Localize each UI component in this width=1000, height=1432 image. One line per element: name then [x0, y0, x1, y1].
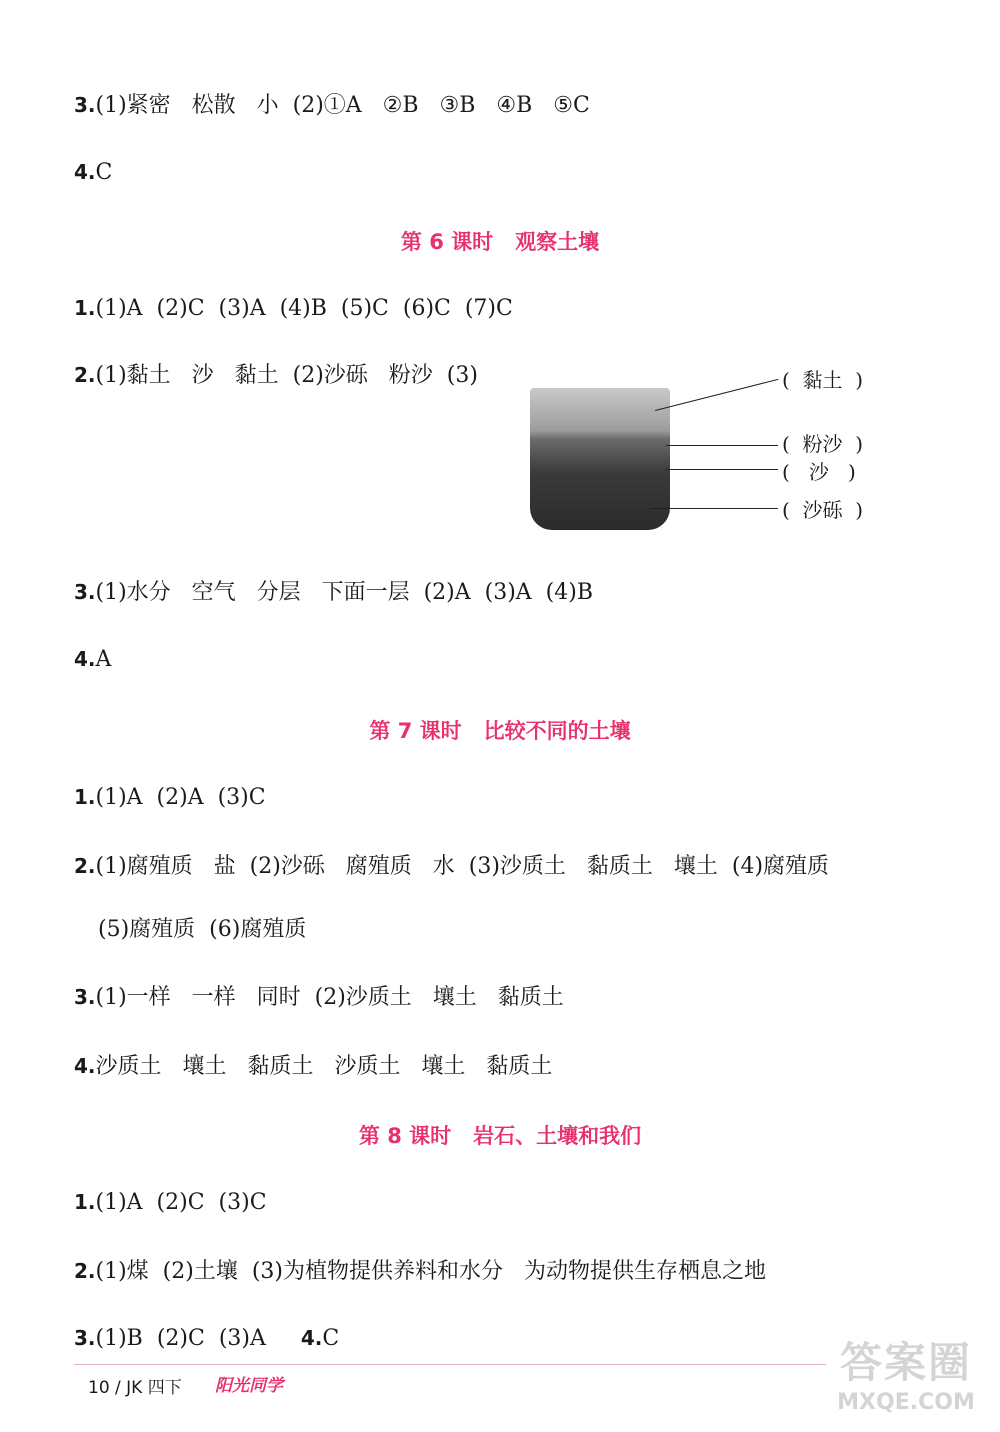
label-clay: ( 黏土 )	[782, 368, 864, 392]
question-number: 3.	[74, 93, 96, 117]
answer-4	[74, 644, 111, 675]
answer-4	[74, 1051, 552, 1082]
answer-text: (1)B (2)C (3)A	[95, 1326, 266, 1351]
question-number: 3.	[74, 1326, 96, 1350]
answer-2	[74, 360, 478, 391]
answer-2	[74, 851, 829, 882]
answer-3	[74, 90, 590, 121]
lesson-8-heading: 第 8 课时 岩石、土壤和我们	[358, 1124, 642, 1148]
label-sand: ( 沙 )	[782, 460, 856, 484]
leader-line	[666, 445, 778, 446]
answer-text: A	[95, 647, 112, 672]
site-watermark	[816, 1338, 996, 1428]
answer-3-and-4	[74, 1323, 339, 1354]
answer-text: (1)紧密 松散 小 (2)①A ②B ③B ④B ⑤C	[95, 93, 590, 118]
answer-text: (1)A (2)C (3)C	[95, 1190, 267, 1215]
answer-text: C	[95, 160, 113, 185]
brand-logo: 阳光同学	[215, 1376, 283, 1396]
watermark-text: 答案圈	[839, 1338, 972, 1387]
answer-text: C	[322, 1326, 340, 1351]
leader-line	[650, 508, 778, 509]
answer-1	[74, 293, 513, 324]
answer-2	[74, 1256, 766, 1287]
answer-text: (1)水分 空气 分层 下面一层 (2)A (3)A (4)B	[95, 580, 594, 605]
answer-4	[74, 157, 112, 188]
leader-line	[655, 379, 778, 411]
question-number: 1.	[74, 296, 96, 320]
answer-1	[74, 1187, 267, 1218]
answer-2-continued: (5)腐殖质 (6)腐殖质	[98, 917, 307, 942]
question-number: 1.	[74, 1190, 96, 1214]
answer-text: (1)黏土 沙 黏土 (2)沙砾 粉沙 (3)	[95, 363, 478, 388]
page-footer: 10 / JK 四下	[88, 1378, 182, 1398]
soil-beaker-photo	[530, 388, 670, 530]
lesson-6-heading: 第 6 课时 观察土壤	[400, 230, 600, 254]
question-number: 3.	[74, 580, 96, 604]
question-number: 4.	[74, 647, 96, 671]
answer-text: (1)腐殖质 盐 (2)沙砾 腐殖质 水 (3)沙质土 黏质土 壤土 (4)腐殖质	[95, 854, 830, 879]
watermark-url: MXQE.COM	[837, 1390, 975, 1415]
question-number: 2.	[74, 1259, 96, 1283]
answer-1	[74, 782, 266, 813]
question-number: 1.	[74, 785, 96, 809]
answer-text: (1)A (2)A (3)C	[95, 785, 266, 810]
answer-text: (1)一样 一样 同时 (2)沙质土 壤土 黏质土	[95, 985, 564, 1010]
leader-line	[666, 469, 778, 470]
answer-text: (1)煤 (2)土壤 (3)为植物提供养料和水分 为动物提供生存栖息之地	[95, 1259, 766, 1284]
label-gravel: ( 沙砾 )	[782, 498, 864, 522]
lesson-7-heading: 第 7 课时 比较不同的土壤	[369, 719, 631, 743]
answer-text: (1)A (2)C (3)A (4)B (5)C (6)C (7)C	[95, 296, 513, 321]
answer-text: 沙质土 壤土 黏质土 沙质土 壤土 黏质土	[95, 1054, 553, 1079]
label-silt: ( 粉沙 )	[782, 432, 864, 456]
question-number: 2.	[74, 854, 96, 878]
question-number: 4.	[74, 1054, 96, 1078]
answer-3	[74, 577, 593, 608]
footer-rule	[74, 1364, 826, 1365]
question-number: 4.	[74, 160, 96, 184]
question-number: 2.	[74, 363, 96, 387]
answer-3	[74, 982, 564, 1013]
question-number: 4.	[300, 1326, 323, 1350]
question-number: 3.	[74, 985, 96, 1009]
